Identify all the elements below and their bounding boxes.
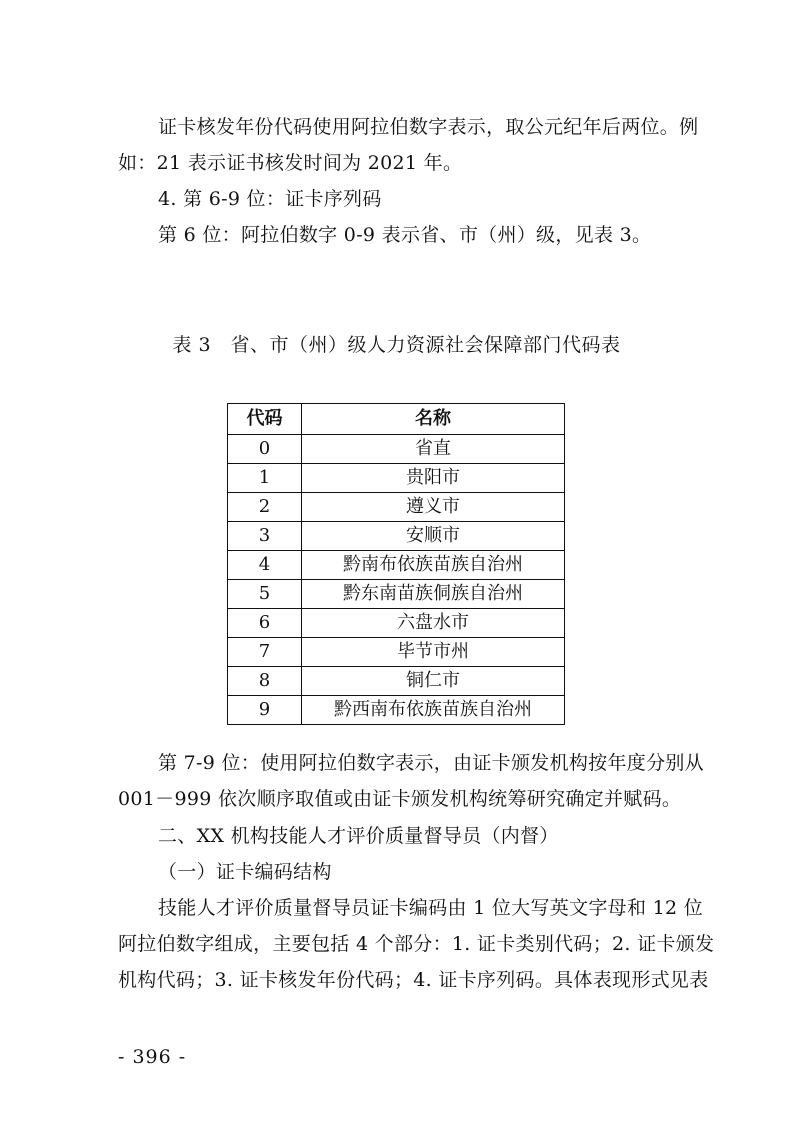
name-cell: 黔东南苗族侗族自治州 bbox=[302, 580, 565, 609]
paragraph-year-code-line1: 证卡核发年份代码使用阿拉伯数字表示，取公元纪年后两位。例 bbox=[158, 116, 699, 138]
code-cell: 5 bbox=[228, 580, 302, 609]
name-cell: 黔西南布依族苗族自治州 bbox=[302, 696, 565, 725]
table-header-row bbox=[228, 404, 565, 435]
paragraph-sixth-digit: 第 6 位：阿拉伯数字 0-9 表示省、市（州）级，见表 3。 bbox=[158, 224, 652, 246]
section-heading: 二、XX 机构技能人才评价质量督导员（内督） bbox=[158, 825, 559, 847]
table-row bbox=[228, 493, 565, 522]
name-cell: 铜仁市 bbox=[302, 667, 565, 696]
code-cell: 7 bbox=[228, 638, 302, 667]
paragraph-structure-line3: 机构代码；3. 证卡核发年份代码；4. 证卡序列码。具体表现形式见表 bbox=[118, 969, 709, 991]
code-cell: 6 bbox=[228, 609, 302, 638]
code-cell: 1 bbox=[228, 464, 302, 493]
paragraph-digits-7-9-line2: 001－999 依次顺序取值或由证卡颁发机构统筹研究确定并赋码。 bbox=[118, 788, 682, 810]
code-cell: 3 bbox=[228, 522, 302, 551]
table-row bbox=[228, 580, 565, 609]
name-cell: 省直 bbox=[302, 435, 565, 464]
paragraph-digits-7-9-line1: 第 7-9 位：使用阿拉伯数字表示，由证卡颁发机构按年度分别从 bbox=[158, 752, 704, 774]
paragraph-year-code-line2: 如：21 表示证书核发时间为 2021 年。 bbox=[118, 152, 463, 174]
name-cell: 黔南布依族苗族自治州 bbox=[302, 551, 565, 580]
code-cell: 8 bbox=[228, 667, 302, 696]
name-cell: 安顺市 bbox=[302, 522, 565, 551]
table-row bbox=[228, 522, 565, 551]
table-row bbox=[228, 551, 565, 580]
name-cell: 毕节市州 bbox=[302, 638, 565, 667]
page-number: - 396 - bbox=[118, 1046, 187, 1068]
table-row bbox=[228, 638, 565, 667]
table-row bbox=[228, 609, 565, 638]
subsection-heading: （一）证卡编码结构 bbox=[158, 861, 332, 883]
paragraph-serial-heading: 4. 第 6-9 位：证卡序列码 bbox=[158, 188, 382, 210]
column-header-code: 代码 bbox=[228, 404, 302, 435]
table-row bbox=[228, 464, 565, 493]
code-cell: 2 bbox=[228, 493, 302, 522]
name-cell: 贵阳市 bbox=[302, 464, 565, 493]
paragraph-structure-line1: 技能人才评价质量督导员证卡编码由 1 位大写英文字母和 12 位 bbox=[158, 897, 704, 919]
code-cell: 9 bbox=[228, 696, 302, 725]
code-cell: 0 bbox=[228, 435, 302, 464]
table-row bbox=[228, 435, 565, 464]
table-row bbox=[228, 696, 565, 725]
code-cell: 4 bbox=[228, 551, 302, 580]
column-header-name: 名称 bbox=[302, 404, 565, 435]
paragraph-structure-line2: 阿拉伯数字组成，主要包括 4 个部分：1. 证卡类别代码；2. 证卡颁发 bbox=[118, 933, 715, 955]
name-cell: 遵义市 bbox=[302, 493, 565, 522]
name-cell: 六盘水市 bbox=[302, 609, 565, 638]
table-row bbox=[228, 667, 565, 696]
table-caption: 表 3 省、市（州）级人力资源社会保障部门代码表 bbox=[172, 334, 621, 356]
department-code-table bbox=[227, 403, 565, 725]
